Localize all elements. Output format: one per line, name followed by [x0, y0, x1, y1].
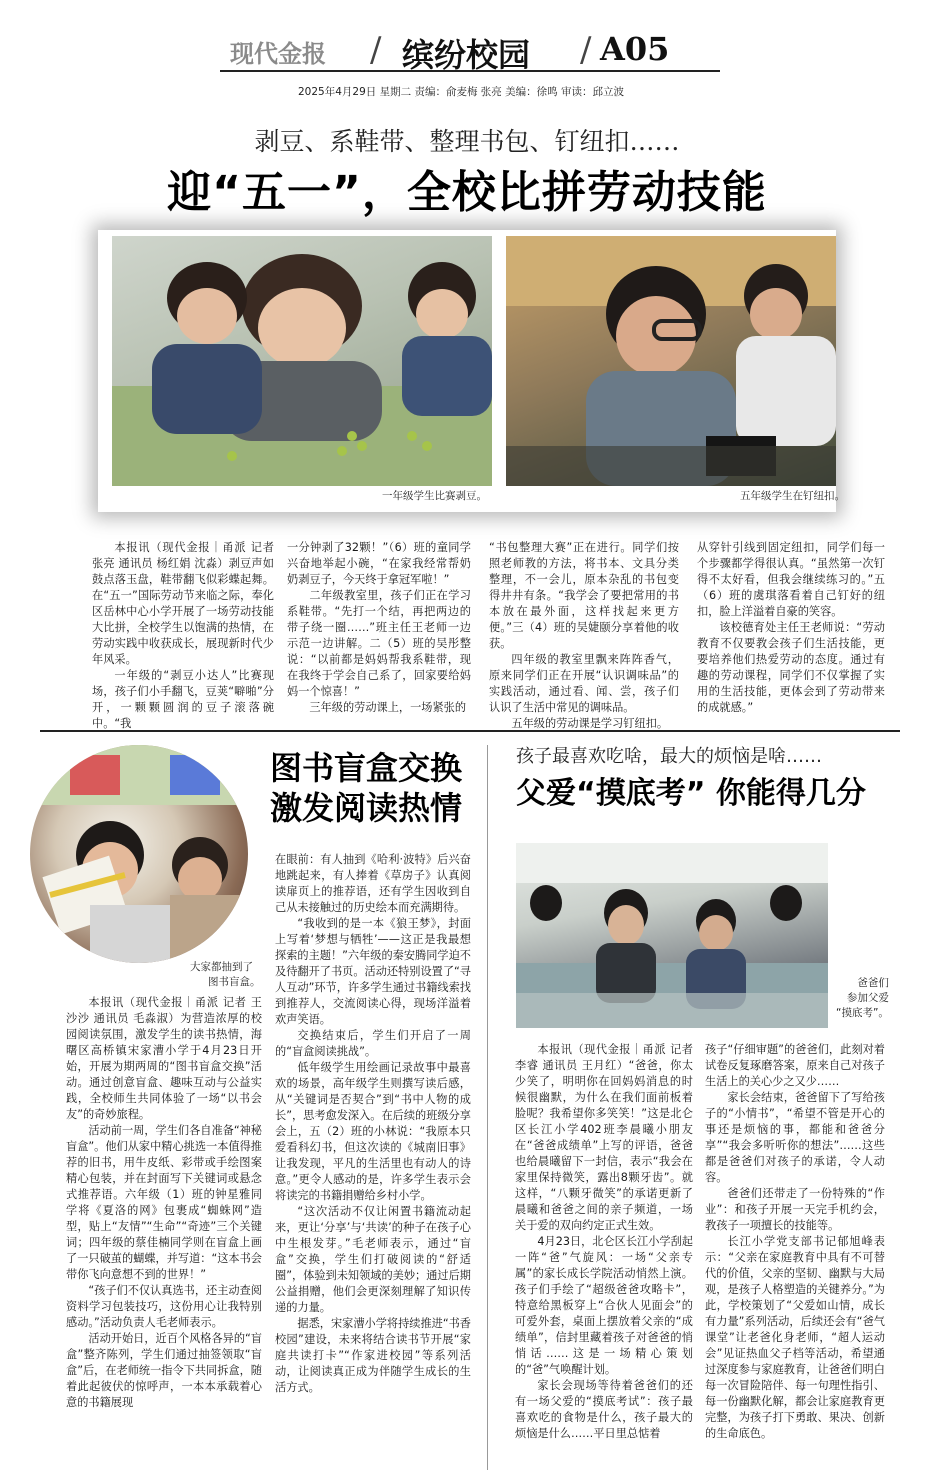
paragraph: 4月23日，北仑区长江小学刮起一阵“爸”气旋风：一场“父亲专属”的家长成长学院活动悄然上演。孩子们手绘了“超级爸爸攻略卡”，特意给黑板穿上“合伙人见面会”的可爱外套，桌面上摆放着父亲的“成绩单”，信封里藏着孩子对爸爸的悄悄话……这是一场精心策划的“爸”气唤醒计划。 [515, 1235, 693, 1376]
paragraph: 家长会现场等待着爸爸们的还有一场父爱的“摸底考试”：孩子最喜欢吃的食物是什么，孩子最大的烦恼是什么……平日里总惦着 [515, 1379, 693, 1440]
article1-headline: 迎“五一”，全校比拼劳动技能 [167, 167, 767, 218]
paragraph: 本报讯（现代金报｜甬派 记者 张亮 通讯员 杨红娟 沈淼）剥豆声如鼓点落玉盘，鞋带翻飞似彩蝶起舞。在“五一”国际劳动节来临之际，奉化区岳林中心小学开展了一场劳动技能大比拼，全校学生以饱满的热情，在劳动实践中收获成长，展现新时代少年风采。 [92, 541, 274, 666]
article1-column-1 [92, 540, 274, 732]
article1-column-2 [287, 540, 471, 716]
masthead-divider: / [580, 30, 592, 70]
paragraph: 一年级的“剥豆小达人”比赛现场，孩子们小手翻飞，豆荚“噼啪”分开，一颗颗圆润的豆子滚落碗中。“我 [92, 669, 274, 730]
paragraph: 孩子“仔细审题”的爸爸们，此刻对着试卷反复琢磨答案，原来自己对孩子生活上的关心少之又少…… [705, 1043, 885, 1088]
paragraph: 一分钟剥了32颗！”（6）班的童同学兴奋地举起小碗，“在家我经常帮奶奶剥豆子，今天终于拿冠军啦！” [287, 541, 471, 586]
article2-column-2 [275, 852, 471, 1396]
paragraph: 二年级教室里，孩子们正在学习系鞋带。“先打一个结，再把两边的带子绕一圈……”班主任王老师一边示范一边讲解。二（5）班的吴彤整说：“以前都是妈妈帮我系鞋带，现在我终于学会自己系了，回家要给妈妈一个惊喜！” [287, 589, 471, 698]
column-divider [487, 745, 488, 1470]
paragraph: 低年级学生用绘画记录故事中最喜欢的场景，高年级学生则撰写读后感，从“关键词是否契合”到“书中人物的成长”，思考愈发深入。在后续的班级分享会上，五（2）班的小林说：“我原本只爱看科幻书，但这次读的《城南旧事》让我发现，平凡的生活里也有动人的诗意。”更令人感动的是，许多学生表示会将读完的书籍捐赠给乡村小学。 [275, 1061, 471, 1202]
article1-column-3 [489, 540, 679, 732]
paragraph: “我收到的是一本《狼王梦》，封面上写着‘梦想与牺牲’——这正是我最想探索的主题！”六年级的秦安腾同学迫不及待翻开了书页。活动还特别设置了“寻人互动”环节，许多学生通过书籍线索找到推荐人，交流阅读心得，现场洋溢着欢声笑语。 [275, 917, 471, 1026]
masthead-divider: / [370, 30, 382, 70]
photo-left-caption: 一年级学生比赛剥豆。 [382, 490, 487, 502]
paragraph: 四年级的教室里飘来阵阵香气，原来同学们正在开展“认识调味品”的实践活动，通过看、闻、尝，孩子们认识了生活中常见的调味品。 [489, 653, 679, 714]
paragraph: 三年级的劳动课上，一场紧张的 [309, 701, 467, 714]
article3-column-2 [705, 1042, 885, 1442]
byline: 本报讯（现代金报｜甬派 记者 李睿 通讯员 王月红） [515, 1043, 693, 1072]
article3-column-1 [515, 1042, 693, 1442]
article3-kicker: 孩子最喜欢吃啥，最大的烦恼是啥…… [516, 746, 822, 767]
section-name: 缤纷校园 [402, 36, 531, 74]
section-divider [40, 730, 900, 732]
paragraph: 五年级的劳动课是学习钉纽扣。 [511, 717, 669, 730]
paragraph: 从穿针引线到固定纽扣，同学们每一个步骤都学得很认真。“虽然第一次钉得不太好看，但我会继续练习的。”五（6）班的虞琪落看着自己钉好的纽扣，脸上洋溢着自豪的笑容。 [697, 541, 885, 618]
byline: 本报讯（现代金报｜甬派 记者 张亮 通讯员 杨红娟 沈淼） [92, 541, 274, 570]
paragraph: 在眼前：有人抽到《哈利·波特》后兴奋地跳起来，有人捧着《草房子》认真阅读扉页上的推荐语，还有学生因收到自己从未接触过的历史绘本而充满期待。 [275, 853, 471, 914]
article2-headline: 图书盲盒交换 激发阅读热情 [270, 749, 463, 827]
paragraph: 爸爸们还带走了一份特殊的“作业”：和孩子开展一天完手机约会，教孩子一项擅长的技能等。 [705, 1187, 885, 1232]
byline: 本报讯（现代金报｜甬派 记者 王沙沙 通讯员 毛淼淑） [66, 996, 262, 1025]
paragraph: 家长会结束，爸爸留下了写给孩子的“小情书”，“希望不管是开心的事还是烦恼的事，都能和爸爸分享”“我会多听听你的想法”……这些都是爸爸们对孩子的承诺，令人动容。 [705, 1091, 885, 1184]
paragraph: “书包整理大赛”正在进行。同学们按照老师教的方法，将书本、文具分类整理，不一会儿，原本杂乱的书包变得井井有条。“我学会了要把常用的书本放在最外面，这样找起来更方便。”三（4）班的吴婕颐分享着他的收获。 [489, 541, 679, 650]
paper-name: 现代金报 [230, 39, 326, 68]
dateline: 2025年4月29日 星期二 责编：俞麦梅 张亮 美编：徐鸣 审读：邱立波 [298, 86, 624, 98]
photo-students-with-book-boxes [30, 745, 248, 963]
paragraph: “这次活动不仅让闲置书籍流动起来，更让‘分享’与‘共读’的种子在孩子心中生根发芽。”毛老师表示，通过“盲盒”交换，学生们打破阅读的“舒适圈”，体验到未知领域的美妙；通过后期公益捐赠，他们会更深刻理解了知识传递的力量。 [275, 1205, 471, 1314]
photo-students-sewing-buttons [506, 236, 836, 486]
paragraph: 本报讯（现代金报｜甬派 记者 王沙沙 通讯员 毛淼淑）为营造浓厚的校园阅读氛围，激发学生的读书热情，海曙区高桥镇宋家漕小学于4月23日开始，开展为期两周的“图书盲盒交换”活动。通过创意盲盒、趣味互动与公益实践，全校师生共同体验了一场“以书会友”的奇妙旅程。 [66, 996, 262, 1121]
article2-column-1 [66, 995, 262, 1411]
paragraph: 本报讯（现代金报｜甬派 记者 李睿 通讯员 王月红）“爸爸，你太少笑了，明明你在回妈妈消息的时候很幽默，为什么在我们面前板着脸呢？我希望你多笑笑！”这是北仑区长江小学402班李晨曦小朋友在“爸爸成绩单”上写的评语，爸爸也给晨曦留下一封信，表示“我会在家里保持微笑，露出8颗牙齿”。就这样，“八颗牙微笑”的承诺更新了晨曦和爸爸之间的亲子频道，一场关于爱的双向约定正式生效。 [515, 1043, 694, 1232]
photo-right-caption: 五年级学生在钉纽扣。 [740, 490, 845, 502]
paragraph: 长江小学党支部书记郁旭峰表示：“父亲在家庭教育中具有不可替代的价值，父亲的坚韧、幽默与大局观，是孩子人格塑造的关键养分。”为此，学校策划了“父爱如山情，成长有力量”系列活动，后续还会有“爸气课堂”让老爸化身老师，“超人运动会”见证热血父子档等活动，希望通过深度参与家庭教育，让爸爸们明白每一次冒险陪伴、每一句理性指引、每一份幽默化解，都会让家庭教育更完整，为孩子打下勇敢、果决、创新的生命底色。 [705, 1235, 885, 1440]
photo-students-peeling-beans [112, 236, 492, 486]
paragraph: 该校德育处主任王老师说：“劳动教育不仅要教会孩子们生活技能，更要培养他们热爱劳动的态度。通过有趣的劳动课程，同学们不仅掌握了实用的生活技能，更体会到了劳动带来的成就感。” [697, 621, 885, 714]
paragraph: 活动开始日，近百个风格各异的“盲盒”整齐陈列，学生们通过抽签领取“盲盒”后，在老师统一指令下共同拆盒，随着此起彼伏的惊呼声，一本本承载着心意的书籍展现 [66, 1332, 262, 1409]
article3-photo-caption: 爸爸们 参加父爱 “摸底考”。 [836, 977, 889, 1019]
page-number: A05 [600, 30, 670, 68]
photo-fathers-taking-quiz [516, 843, 828, 1028]
article2-photo-caption: 大家都抽到了 图书盲盒。 [190, 961, 261, 988]
paragraph: 据悉，宋家漕小学将持续推进“书香校园”建设，未来将结合读书节开展“家庭共读打卡”“作家进校园”等系列活动，让阅读真正成为伴随学生成长的生活方式。 [275, 1317, 471, 1394]
article1-kicker: 剥豆、系鞋带、整理书包、钉纽扣…… [254, 127, 680, 156]
masthead [220, 28, 720, 72]
paragraph: “孩子们不仅认真选书，还主动查阅资料学习包装技巧，这份用心让我特别感动。”活动负责人毛老师表示。 [66, 1284, 262, 1329]
paragraph: 交换结束后，学生们开启了一周的“盲盒阅读挑战”。 [275, 1029, 471, 1058]
article1-column-4 [697, 540, 885, 716]
article3-headline: 父爱“摸底考” 你能得几分 [516, 776, 866, 811]
paragraph: 活动前一周，学生们各自准备“神秘盲盒”。他们从家中精心挑选一本值得推荐的旧书，用牛皮纸、彩带或手绘图案精心包装，并在封面写下关键词或悬念式推荐语。六年级（1）班的钟星雅同学将《夏洛的网》包裹成“蜘蛛网”造型，贴上“友情”“生命”“奇迹”三个关键词；四年级的蔡佳楠同学则在盲盒上画了一只破茧的蝴蝶，并写道：“这本书会带你飞向意想不到的世界！” [66, 1124, 262, 1281]
